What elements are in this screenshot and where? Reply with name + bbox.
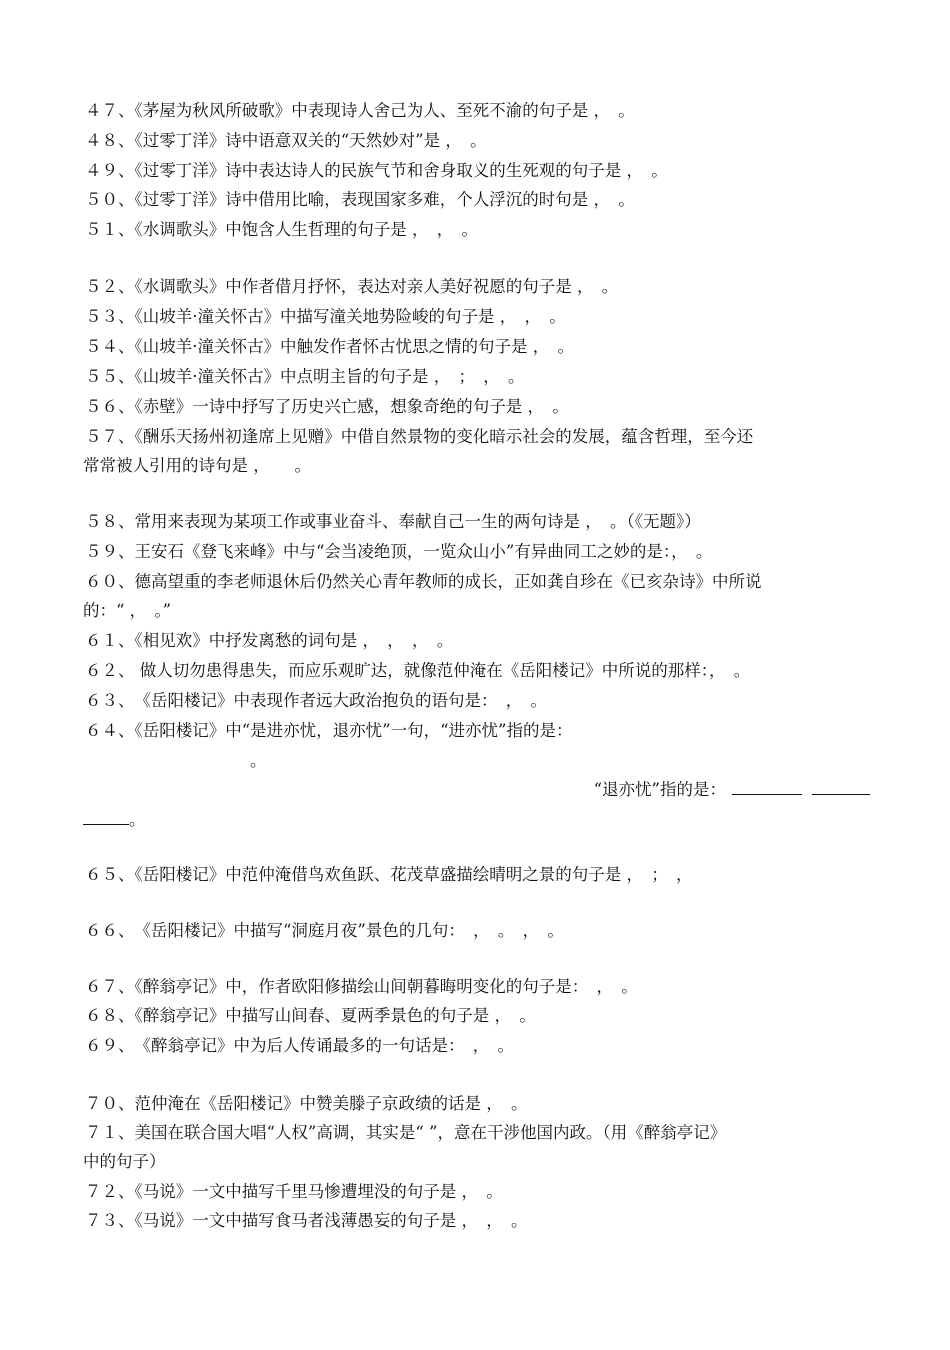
question-64: ６４、《岳阳楼记》中“是进亦忧，退亦忧”一句，“进亦忧”指的是： [85, 721, 573, 740]
question-60-cont: 的：“ ， 。” [83, 601, 172, 620]
question-71-cont: 中的句子） [83, 1152, 166, 1171]
question-67: ６７、《醉翁亭记》中，作者欧阳修描绘山间朝暮晦明变化的句子是： ， 。 [85, 977, 638, 996]
question-63: ６３、 《岳阳楼记》中表现作者远大政治抱负的语句是： ， 。 [85, 691, 547, 710]
question-51: ５１、《水调歌头》中饱含人生哲理的句子是 ， ， 。 [85, 220, 478, 239]
question-64-period: 。 [250, 751, 267, 770]
question-58: ５８、常用来表现为某项工作或事业奋斗、奉献自己一生的两句诗是 ， 。（《无题》） [85, 512, 701, 531]
question-55: ５５、《山坡羊·潼关怀古》中点明主旨的句子是 ， ； ， 。 [85, 367, 525, 386]
question-49: ４９、《过零丁洋》诗中表达诗人的民族气节和舍身取义的生死观的句子是 ， 。 [85, 161, 668, 180]
question-53: ５３、《山坡羊·潼关怀古》中描写潼关地势险峻的句子是 ， ， 。 [85, 307, 566, 326]
answer-blank[interactable] [812, 780, 870, 795]
question-59: ５９、王安石《登飞来峰》中与“会当凌绝顶，一览众山小”有异曲同工之妙的是：， 。 [85, 542, 713, 561]
question-47: ４７、《茅屋为秋风所破歌》中表现诗人舍己为人、至死不渝的句子是 ， 。 [85, 101, 635, 120]
question-73: ７３、《马说》一文中描写食马者浅薄愚妄的句子是 ， ， 。 [85, 1211, 528, 1230]
question-64-second-part [594, 779, 870, 801]
answer-blank[interactable] [732, 780, 802, 795]
question-60: ６０、德高望重的李老师退休后仍然关心青年教师的成长，正如龚自珍在《已亥杂诗》中所说 [85, 572, 762, 591]
answer-blank[interactable] [83, 810, 129, 825]
question-69: ６９、 《醉翁亭记》中为后人传诵最多的一句话是： ， 。 [85, 1036, 514, 1055]
question-50: ５０、《过零丁洋》诗中借用比喻，表现国家多难，个人浮沉的时句是 ， 。 [85, 190, 635, 209]
question-65: ６５、《岳阳楼记》中范仲淹借鸟欢鱼跃、花茂草盛描绘晴明之景的句子是 ， ； ， [85, 865, 693, 884]
question-57: ５７、《酬乐天扬州初逢席上见赠》中借自然景物的变化暗示社会的发展，蕴含哲理，至今还 [85, 427, 754, 446]
question-54: ５４、《山坡羊·潼关怀古》中触发作者怀古忧思之情的句子是 ， 。 [85, 337, 574, 356]
question-70: ７０、范仲淹在《岳阳楼记》中赞美滕子京政绩的话是 ， 。 [85, 1094, 528, 1113]
question-56: ５６、《赤壁》一诗中抒写了历史兴亡感，想象奇绝的句子是 ， 。 [85, 397, 569, 416]
question-52: ５２、《水调歌头》中作者借月抒怀，表达对亲人美好祝愿的句子是 ， 。 [85, 277, 619, 296]
question-61: ６１、《相见欢》中抒发离愁的词句是 ， ， ， 。 [85, 631, 454, 650]
question-48: ４８、《过零丁洋》诗中语意双关的“天然妙对”是 ， 。 [85, 131, 487, 150]
question-72: ７２、《马说》一文中描写千里马惨遭埋没的句子是 ， 。 [85, 1182, 503, 1201]
question-57-cont: 常常被人引用的诗句是 ， 。 [83, 456, 311, 475]
question-62: ６２、 做人切勿患得患失，而应乐观旷达，就像范仲淹在《岳阳楼记》中所说的那样：， 。 [85, 661, 751, 680]
question-68: ６８、《醉翁亭记》中描写山间春、夏两季景色的句子是 ， 。 [85, 1006, 536, 1025]
question-71: ７１、美国在联合国大唱“人权”高调，其实是“ ”，意在干涉他国内政。（用《醉翁亭记》 [85, 1123, 727, 1142]
question-64-end-period: 。 [129, 810, 146, 829]
question-66: ６６、 《岳阳楼记》中描写“洞庭月夜”景色的几句： ， 。 ， 。 [85, 921, 564, 940]
question-64-second-label: “退亦忧”指的是： [593, 780, 726, 799]
question-64-end [83, 809, 146, 831]
